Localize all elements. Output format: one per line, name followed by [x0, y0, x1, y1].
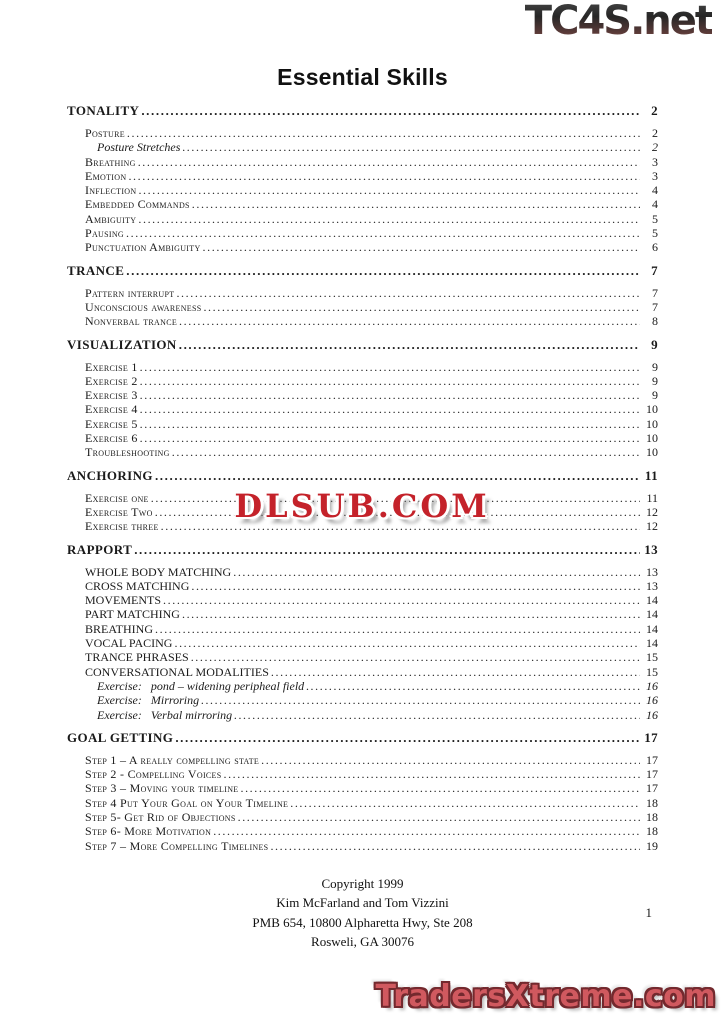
dot-leader: [234, 708, 640, 722]
toc-entry-label: Exercise 6: [85, 431, 138, 446]
toc-entry-label: Troubleshooting: [85, 445, 170, 460]
toc-entry-label: VOCAL PACING: [85, 636, 173, 651]
tc4s-logo: TC4S.net: [524, 0, 712, 44]
toc-entry: [67, 650, 658, 664]
dot-leader: [290, 796, 640, 810]
toc-entry-label: Exercise 5: [85, 416, 138, 431]
toc-section-label: VISUALIZATION: [67, 336, 177, 352]
dot-leader: [182, 607, 640, 621]
toc-entry-label: Nonverbal trance: [85, 314, 178, 329]
toc-entry-page: 7: [652, 299, 658, 314]
toc-entry-page: 14: [646, 607, 658, 622]
toc-entry: [67, 767, 658, 781]
toc-entry-label: Pausing: [85, 226, 124, 241]
toc-section-label: GOAL GETTING: [67, 729, 174, 745]
dot-leader: [233, 565, 640, 579]
toc-entry-page: 10: [646, 431, 658, 446]
dot-leader: [175, 730, 640, 745]
toc-entry-page: 2: [652, 140, 658, 155]
toc-entry-page: 19: [646, 838, 658, 853]
toc-section: [67, 468, 658, 483]
toc-entry-page: 16: [646, 678, 658, 693]
toc-entry-page: 4: [652, 197, 658, 212]
toc-entry-label: PART MATCHING: [85, 607, 180, 622]
toc-entry: [67, 374, 658, 388]
toc-entry-page: 9: [652, 359, 658, 374]
dot-leader: [238, 810, 640, 824]
dot-leader: [240, 781, 640, 795]
toc-section: [67, 337, 658, 352]
toc-entry-page: 12: [646, 504, 658, 519]
dot-leader: [140, 374, 640, 388]
toc-entry-label: Exercise: Mirroring: [97, 693, 200, 708]
dot-leader: [126, 226, 640, 240]
toc-entry-label: Posture: [85, 126, 125, 140]
dot-leader: [191, 579, 640, 593]
dot-leader: [155, 468, 640, 483]
dlsub-watermark: DLSUB.COM: [234, 487, 490, 525]
toc-entry-label: Inflection: [85, 183, 137, 198]
toc-entry-label: TRANCE PHRASES: [85, 650, 189, 665]
copyright-block: [67, 874, 658, 952]
copyright-line: Copyright 1999: [321, 875, 404, 891]
toc-entry: [67, 665, 658, 679]
toc-section: [67, 263, 658, 278]
toc-entry: [67, 140, 658, 154]
dot-leader: [213, 824, 640, 838]
toc-section-page: 7: [651, 262, 658, 278]
toc-entry-page: 5: [652, 211, 658, 226]
toc-entry: [67, 402, 658, 416]
toc-entry: [67, 445, 658, 459]
page-number: 1: [645, 905, 652, 920]
toc-entry-page: 9: [652, 373, 658, 388]
toc-entry-label: Exercise one: [85, 490, 149, 505]
toc-entry: [67, 753, 658, 767]
toc-entry: [67, 314, 658, 328]
toc-entry-page: 9: [652, 388, 658, 403]
toc-entry: [67, 693, 658, 707]
toc-entry-label: Step 2 - Compelling Voices: [85, 767, 222, 782]
toc-section: [67, 730, 658, 745]
dot-leader: [127, 126, 640, 140]
toc-entry: [67, 300, 658, 314]
toc-entry-page: 15: [646, 664, 658, 679]
toc-entry-page: 14: [646, 593, 658, 608]
toc-entry: [67, 197, 658, 211]
toc-section: [67, 103, 658, 118]
toc-entry-page: 11: [646, 490, 658, 505]
toc-entry-page: 13: [646, 578, 658, 593]
toc-section: [67, 542, 658, 557]
dot-leader: [261, 753, 640, 767]
dot-leader: [138, 155, 640, 169]
toc-entry: [67, 796, 658, 810]
dot-leader: [140, 402, 640, 416]
toc-entry: [67, 636, 658, 650]
dot-leader: [138, 183, 640, 197]
tradersxtreme-logo: TradersXtreme.com: [375, 979, 716, 1014]
toc-entry: [67, 169, 658, 183]
toc-entry: [67, 565, 658, 579]
dot-leader: [306, 679, 640, 693]
toc-entry-label: Step 4 Put Your Goal on Your Timeline: [85, 795, 289, 810]
toc-entry-page: 5: [652, 226, 658, 241]
toc-section-label: RAPPORT: [67, 541, 133, 557]
toc-entry-label: BREATHING: [85, 621, 153, 636]
dot-leader: [140, 388, 640, 402]
authors-line: Kim McFarland and Tom Vizzini: [276, 895, 449, 911]
dot-leader: [192, 197, 640, 211]
toc-entry: [67, 360, 658, 374]
toc-entry: [67, 417, 658, 431]
toc-entry-page: 8: [652, 314, 658, 329]
toc-entry-page: 16: [646, 693, 658, 708]
toc: [67, 103, 658, 853]
toc-section-page: 11: [644, 467, 658, 483]
toc-section-label: ANCHORING: [67, 467, 153, 483]
toc-entry-label: Ambiguity: [85, 211, 137, 226]
toc-entry-label: Posture Stretches: [97, 140, 181, 155]
toc-entry-page: 12: [646, 519, 658, 534]
address-line: PMB 654, 10800 Alpharetta Hwy, Ste 208: [252, 914, 473, 930]
toc-entry-page: 2: [652, 126, 658, 140]
toc-entry-label: Exercise 3: [85, 388, 138, 403]
toc-entry-page: 3: [652, 154, 658, 169]
toc-entry-label: Exercise three: [85, 519, 159, 534]
toc-entry: [67, 607, 658, 621]
toc-entry-page: 10: [646, 445, 658, 460]
dot-leader: [191, 650, 640, 664]
toc-entry-page: 14: [646, 621, 658, 636]
toc-entry: [67, 824, 658, 838]
toc-entry: [67, 622, 658, 636]
toc-entry-label: Embedded Commands: [85, 197, 190, 212]
toc-entry-label: Exercise: pond – widening peripheal field: [97, 678, 305, 693]
page-content: [67, 0, 658, 952]
dot-leader: [179, 337, 640, 352]
toc-entry: [67, 286, 658, 300]
toc-entry-label: MOVEMENTS: [85, 593, 162, 608]
toc-entry-label: Exercise 1: [85, 359, 138, 374]
toc-entry-label: Step 3 – Moving your timeline: [85, 781, 239, 796]
city-line: Rosweli, GA 30076: [311, 934, 414, 950]
dot-leader: [141, 103, 640, 118]
toc-entry-page: 18: [646, 824, 658, 839]
toc-entry-page: 13: [646, 564, 658, 579]
dot-leader: [179, 314, 640, 328]
dot-leader: [270, 839, 640, 853]
toc-entry: [67, 226, 658, 240]
toc-section-page: 2: [651, 103, 658, 118]
dot-leader: [155, 622, 640, 636]
dot-leader: [140, 417, 640, 431]
toc-entry-page: 14: [646, 636, 658, 651]
toc-entry: [67, 593, 658, 607]
toc-entry-page: 10: [646, 416, 658, 431]
toc-entry: [67, 126, 658, 140]
toc-entry: [67, 183, 658, 197]
toc-entry-label: Exercise 4: [85, 402, 138, 417]
toc-entry-page: 15: [646, 650, 658, 665]
toc-entry-label: Step 1 – A really compelling state: [85, 752, 260, 767]
toc-section-page: 17: [644, 729, 658, 745]
dot-leader: [163, 593, 640, 607]
toc-entry-label: Step 5- Get Rid of Objections: [85, 809, 236, 824]
toc-entry: [67, 240, 658, 254]
toc-entry: [67, 155, 658, 169]
toc-entry-label: WHOLE BODY MATCHING: [85, 564, 232, 579]
toc-section-page: 9: [651, 336, 658, 352]
dot-leader: [126, 263, 640, 278]
dot-leader: [140, 431, 640, 445]
dot-leader: [203, 240, 640, 254]
dot-leader: [172, 445, 640, 459]
dot-leader: [182, 140, 640, 154]
toc-entry-label: Step 6- More Motivation: [85, 824, 212, 839]
toc-entry: [67, 708, 658, 722]
toc-entry-page: 17: [646, 767, 658, 782]
toc-entry-page: 10: [646, 402, 658, 417]
toc-entry-page: 3: [652, 168, 658, 183]
toc-entry-label: Emotion: [85, 168, 127, 183]
toc-section-label: TONALITY: [67, 103, 140, 118]
toc-entry-label: Exercise Two: [85, 504, 153, 519]
dot-leader: [134, 542, 640, 557]
dot-leader: [201, 693, 640, 707]
toc-entry-page: 17: [646, 752, 658, 767]
toc-entry: [67, 679, 658, 693]
toc-entry-page: 16: [646, 707, 658, 722]
toc-entry-label: Breathing: [85, 154, 136, 169]
toc-entry-page: 18: [646, 809, 658, 824]
toc-section-label: TRANCE: [67, 262, 125, 278]
toc-entry: [67, 839, 658, 853]
toc-entry-label: Exercise 2: [85, 373, 138, 388]
toc-entry-label: Pattern interrupt: [85, 285, 175, 300]
toc-entry-label: Step 7 – More Compelling Timelines: [85, 838, 269, 853]
toc-entry: [67, 212, 658, 226]
toc-entry-page: 6: [652, 240, 658, 255]
toc-entry-page: 4: [652, 183, 658, 198]
toc-section-page: 13: [644, 541, 658, 557]
toc-entry-page: 18: [646, 795, 658, 810]
toc-entry-label: Unconscious awareness: [85, 299, 202, 314]
dot-leader: [176, 286, 640, 300]
dot-leader: [223, 767, 640, 781]
dot-leader: [140, 360, 640, 374]
toc-entry: [67, 579, 658, 593]
dot-leader: [128, 169, 640, 183]
toc-entry-label: Punctuation Ambiguity: [85, 240, 201, 255]
toc-entry-label: CONVERSATIONAL MODALITIES: [85, 664, 269, 679]
dot-leader: [138, 212, 640, 226]
toc-entry-page: 7: [652, 285, 658, 300]
toc-entry: [67, 810, 658, 824]
dot-leader: [271, 665, 640, 679]
dot-leader: [174, 636, 640, 650]
toc-entry-label: CROSS MATCHING: [85, 578, 190, 593]
toc-entry-label: Exercise: Verbal mirroring: [97, 707, 233, 722]
toc-entry: [67, 431, 658, 445]
toc-entry: [67, 388, 658, 402]
toc-entry: [67, 781, 658, 795]
page-title: Essential Skills: [277, 64, 448, 90]
toc-entry-page: 17: [646, 781, 658, 796]
dot-leader: [203, 300, 640, 314]
